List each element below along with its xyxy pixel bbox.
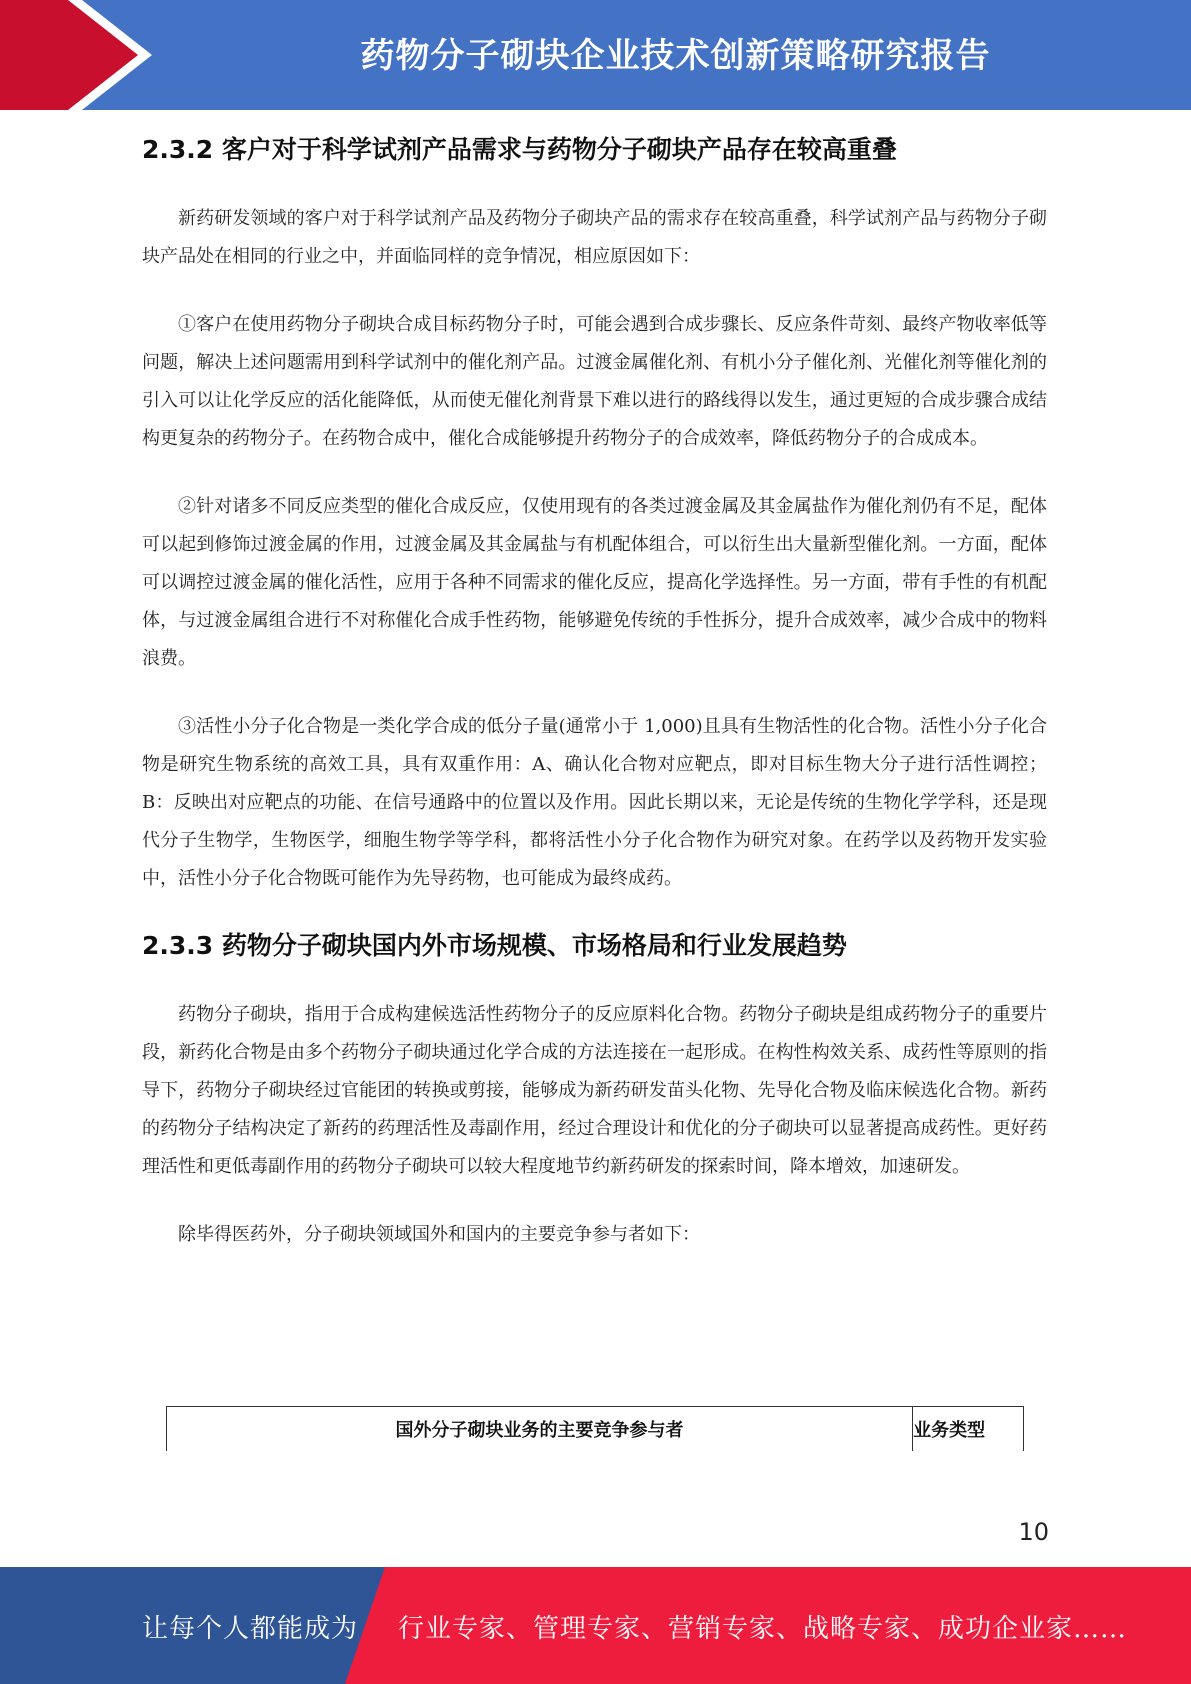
section-heading-2-3-2: 2.3.2 客户对于科学试剂产品需求与药物分子砌块产品存在较高重叠 (142, 135, 897, 164)
paragraph: ①客户在使用药物分子砌块合成目标药物分子时，可能会遇到合成步骤长、反应条件苛刻、最终产物收率低等问题，解决上述问题需用到科学试剂中的催化剂产品。过渡金属催化剂、有机小分子催化剂、光催化剂等催化剂的引入可以让化学反应的活化能降低，从而使无催化剂背景下难以进行的路线得以发生，通过更短的合成步骤合成结构更复杂的药物分子。在药物合成中，催化合成能够提升药物分子的合成效率，降低药物分子的合成成本。 (142, 314, 1047, 449)
competitor-table (166, 1406, 1024, 1452)
paragraph: ③活性小分子化合物是一类化学合成的低分子量(通常小于 1,000)且具有生物活性的化合物。活性小分子化合物是研究生物系统的高效工具，具有双重作用：A、确认化合物对应靶点，即对目标生物大分子进行活性调控；B：反映出对应靶点的功能、在信号通路中的位置以及作用。因此长期以来，无论是传统的生物化学学科，还是现代分子生物学，生物医学，细胞生物学等学科，都将活性小分子化合物作为研究对象。在药学以及药物开发实验中，活性小分子化合物既可能作为先导药物，也可能成为最终成药。 (142, 716, 1047, 889)
table-header-row (167, 1407, 1024, 1452)
paragraph: 药物分子砌块，指用于合成构建候选活性药物分子的反应原料化合物。药物分子砌块是组成药物分子的重要片段，新药化合物是由多个药物分子砌块通过化学合成的方法连接在一起形成。在构性构效关系、成药性等原则的指导下，药物分子砌块经过官能团的转换或剪接，能够成为新药研发苗头化物、先导化合物及临床候选化合物。新药的药物分子结构决定了新药的药理活性及毒副作用，经过合理设计和优化的分子砌块可以显著提高成药性。更好药理活性和更低毒副作用的药物分子砌块可以较大程度地节约新药研发的探索时间，降本增效，加速研发。 (142, 1004, 1047, 1177)
header-banner (0, 0, 1191, 110)
section-heading-2-3-3: 2.3.3 药物分子砌块国内外市场规模、市场格局和行业发展趋势 (142, 931, 847, 960)
footer-slogan-right: 行业专家、管理专家、营销专家、战略专家、成功企业家…… (398, 1614, 1128, 1644)
footer-slogan-left: 让每个人都能成为 (142, 1614, 359, 1644)
paragraph: 新药研发领域的客户对于科学试剂产品及药物分子砌块产品的需求存在较高重叠，科学试剂产品与药物分子砌块产品处在相同的行业之中，并面临同样的竞争情况，相应原因如下： (142, 208, 1047, 267)
table-header-competitors: 国外分子砌块业务的主要竞争参与者 (167, 1407, 913, 1452)
paragraph: 除毕得医药外，分子砌块领域国外和国内的主要竞争参与者如下： (178, 1224, 700, 1245)
report-title: 药物分子砌块企业技术创新策略研究报告 (360, 36, 991, 76)
page-number: 10 (1018, 1518, 1049, 1546)
main-content (142, 128, 1047, 1254)
table-header-business-type: 业务类型 (913, 1407, 1024, 1452)
footer-banner (0, 1567, 1191, 1684)
paragraph: ②针对诸多不同反应类型的催化合成反应，仅使用现有的各类过渡金属及其金属盐作为催化剂仍有不足，配体可以起到修饰过渡金属的作用，过渡金属及其金属盐与有机配体组合，可以衍生出大量新型催化剂。一方面，配体可以调控过渡金属的催化活性，应用于各种不同需求的催化反应，提高化学选择性。另一方面，带有手性的有机配体，与过渡金属组合进行不对称催化合成手性药物，能够避免传统的手性拆分，提升合成效率，减少合成中的物料浪费。 (142, 496, 1047, 669)
chevron-red-shape (0, 0, 150, 110)
